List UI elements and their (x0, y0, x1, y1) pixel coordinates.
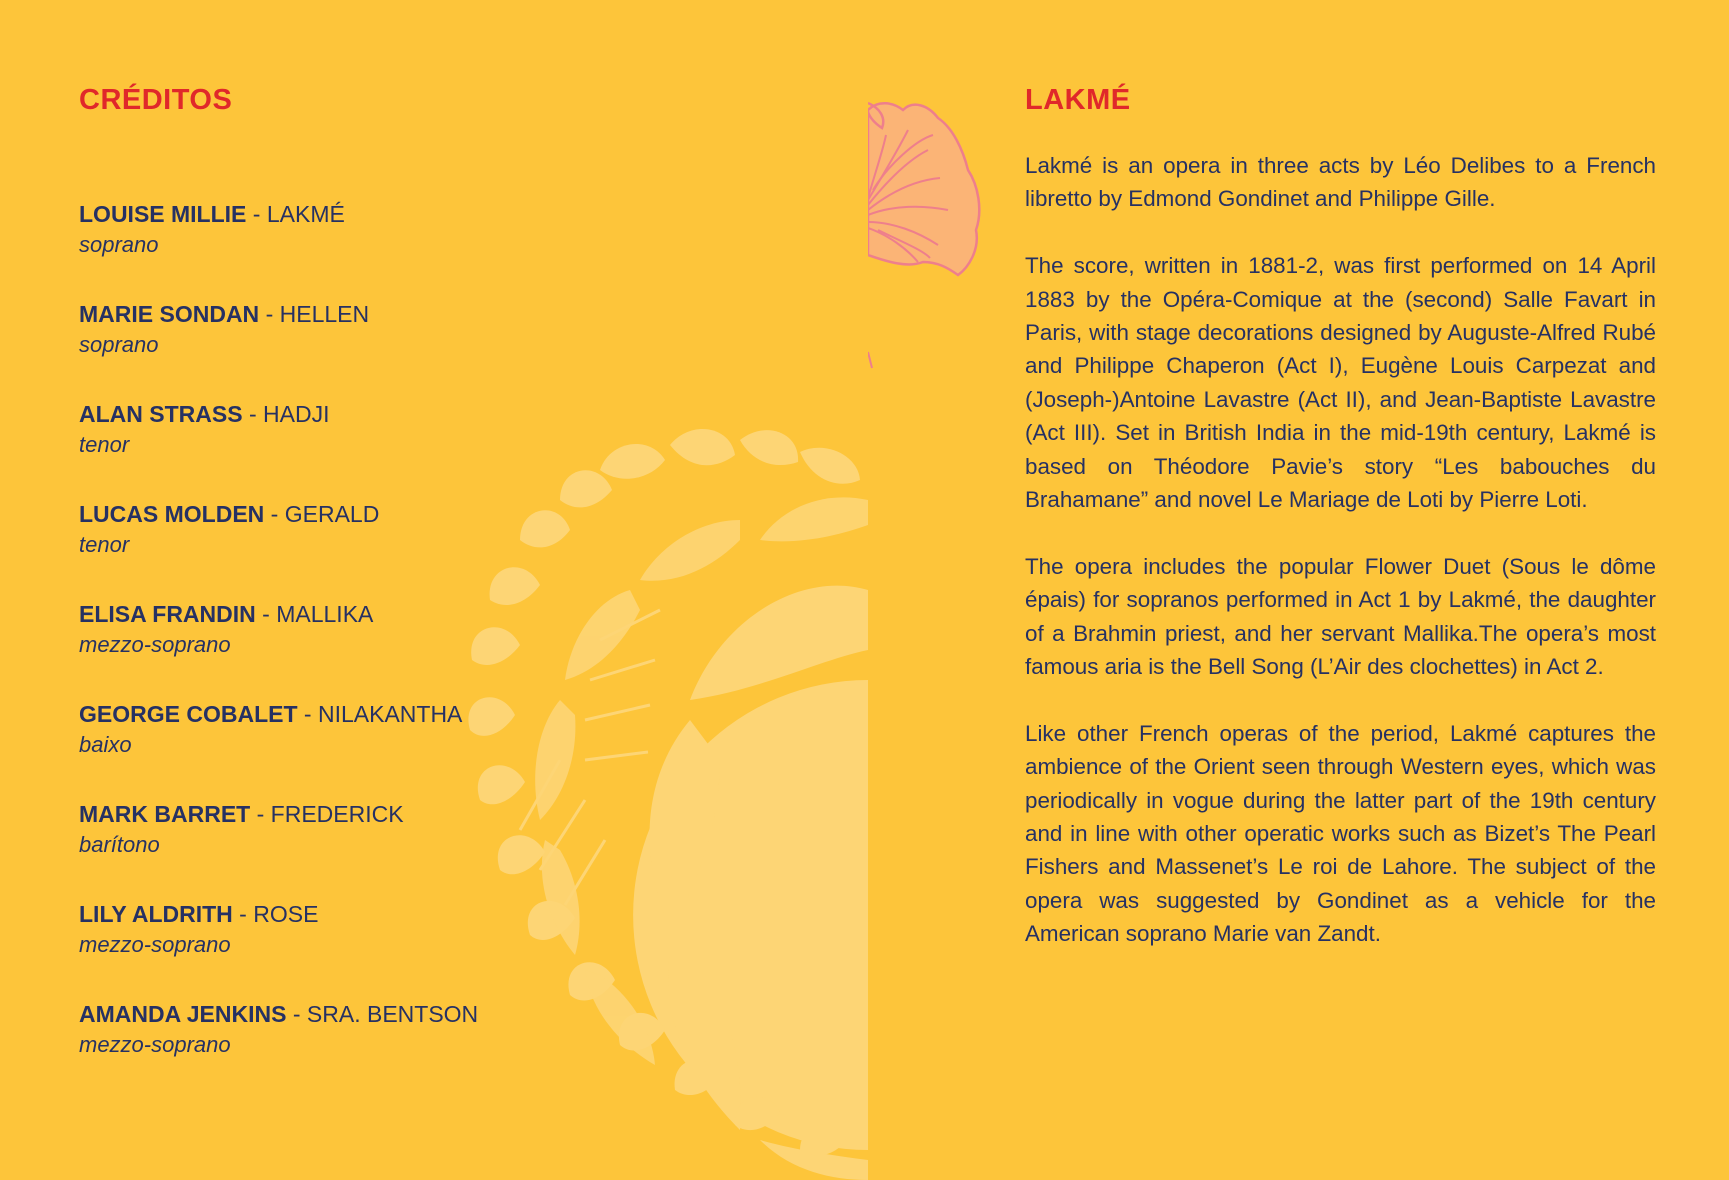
flower-sketch-icon (868, 0, 988, 380)
separator: - (262, 601, 270, 627)
credit-item (79, 899, 639, 999)
paragraph: Like other French operas of the period, Lakmé captures the ambience of the Orient seen through Western eyes, which was periodically in vogue during the latter part of the 19th century and in line with other operatic works such as Bizet’s The Pearl Fishers and Massenet’s Le roi de Lahore. The subject of the opera was suggested by Gondinet as a vehicle for the American soprano Marie van Zandt. (1025, 720, 1656, 947)
singer-name: MARK BARRET (79, 801, 251, 827)
credits-heading: CRÉDITOS (79, 84, 233, 116)
voice-type: soprano (79, 332, 159, 357)
role-name: SRA. BENTSON (306, 1001, 479, 1027)
credit-item (79, 499, 639, 599)
role-name: LAKMÉ (266, 201, 345, 227)
role-name: HADJI (263, 401, 330, 427)
singer-name: AMANDA JENKINS (79, 1001, 287, 1027)
credits-list (79, 199, 639, 1099)
synopsis-text (1025, 149, 1656, 984)
role-name: ROSE (253, 901, 319, 927)
role-name: MALLIKA (276, 601, 374, 627)
paragraph: Lakmé is an opera in three acts by Léo Delibes to a French libretto by Edmond Gondinet and Philippe Gille. (1025, 153, 1656, 212)
paragraph: The score, written in 1881-2, was first performed on 14 April 1883 by the Opéra-Comique at the (second) Salle Favart in Paris, with stage decorations designed by Auguste-Alfred Rubé and Philippe Chaperon (Act I), Eugène Louis Carpezat and (Joseph-)Antoine Lavastre (Act II), and Jean-Baptiste Lavastre (Act III). Set in British India in the mid-19th century, Lakmé is based on Théodore Pavie’s story “Les babouches du Brahamane” and novel Le Mariage de Loti by Pierre Loti. (1025, 253, 1656, 513)
credit-item (79, 699, 639, 799)
separator: - (265, 301, 274, 327)
voice-type: tenor (79, 432, 130, 457)
separator: - (239, 901, 247, 927)
singer-name: LOUISE MILLIE (79, 201, 247, 227)
credit-item (79, 399, 639, 499)
singer-name: LILY ALDRITH (79, 901, 233, 927)
voice-type: mezzo-soprano (79, 1032, 231, 1057)
credit-item (79, 299, 639, 399)
separator: - (292, 1001, 301, 1027)
separator: - (252, 201, 261, 227)
separator: - (256, 801, 265, 827)
credit-item (79, 199, 639, 299)
separator: - (248, 401, 257, 427)
synopsis-page (868, 0, 1729, 1180)
singer-name: ELISA FRANDIN (79, 601, 256, 627)
voice-type: baixo (79, 732, 132, 757)
role-name: NILAKANTHA (317, 701, 463, 727)
role-name: HELLEN (279, 301, 370, 327)
voice-type: mezzo-soprano (79, 932, 231, 957)
credit-item (79, 799, 639, 899)
singer-name: ALAN STRASS (79, 401, 243, 427)
voice-type: soprano (79, 232, 159, 257)
role-name: FREDERICK (270, 801, 404, 827)
voice-type: mezzo-soprano (79, 632, 231, 657)
separator: - (270, 501, 279, 527)
credit-item (79, 599, 639, 699)
opera-title: LAKMÉ (1025, 84, 1131, 116)
voice-type: barítono (79, 832, 160, 857)
voice-type: tenor (79, 532, 130, 557)
role-name: GERALD (284, 501, 380, 527)
credit-item (79, 999, 639, 1099)
singer-name: LUCAS MOLDEN (79, 501, 265, 527)
singer-name: GEORGE COBALET (79, 701, 298, 727)
separator: - (303, 701, 312, 727)
paragraph: The opera includes the popular Flower Duet (Sous le dôme épais) for sopranos performed in Act 1 by Lakmé, the daughter of a Brahmin priest, and her servant Mallika.The opera’s most famous aria is the Bell Song (L’Air des clochettes) in Act 2. (1025, 553, 1656, 680)
singer-name: MARIE SONDAN (79, 301, 260, 327)
